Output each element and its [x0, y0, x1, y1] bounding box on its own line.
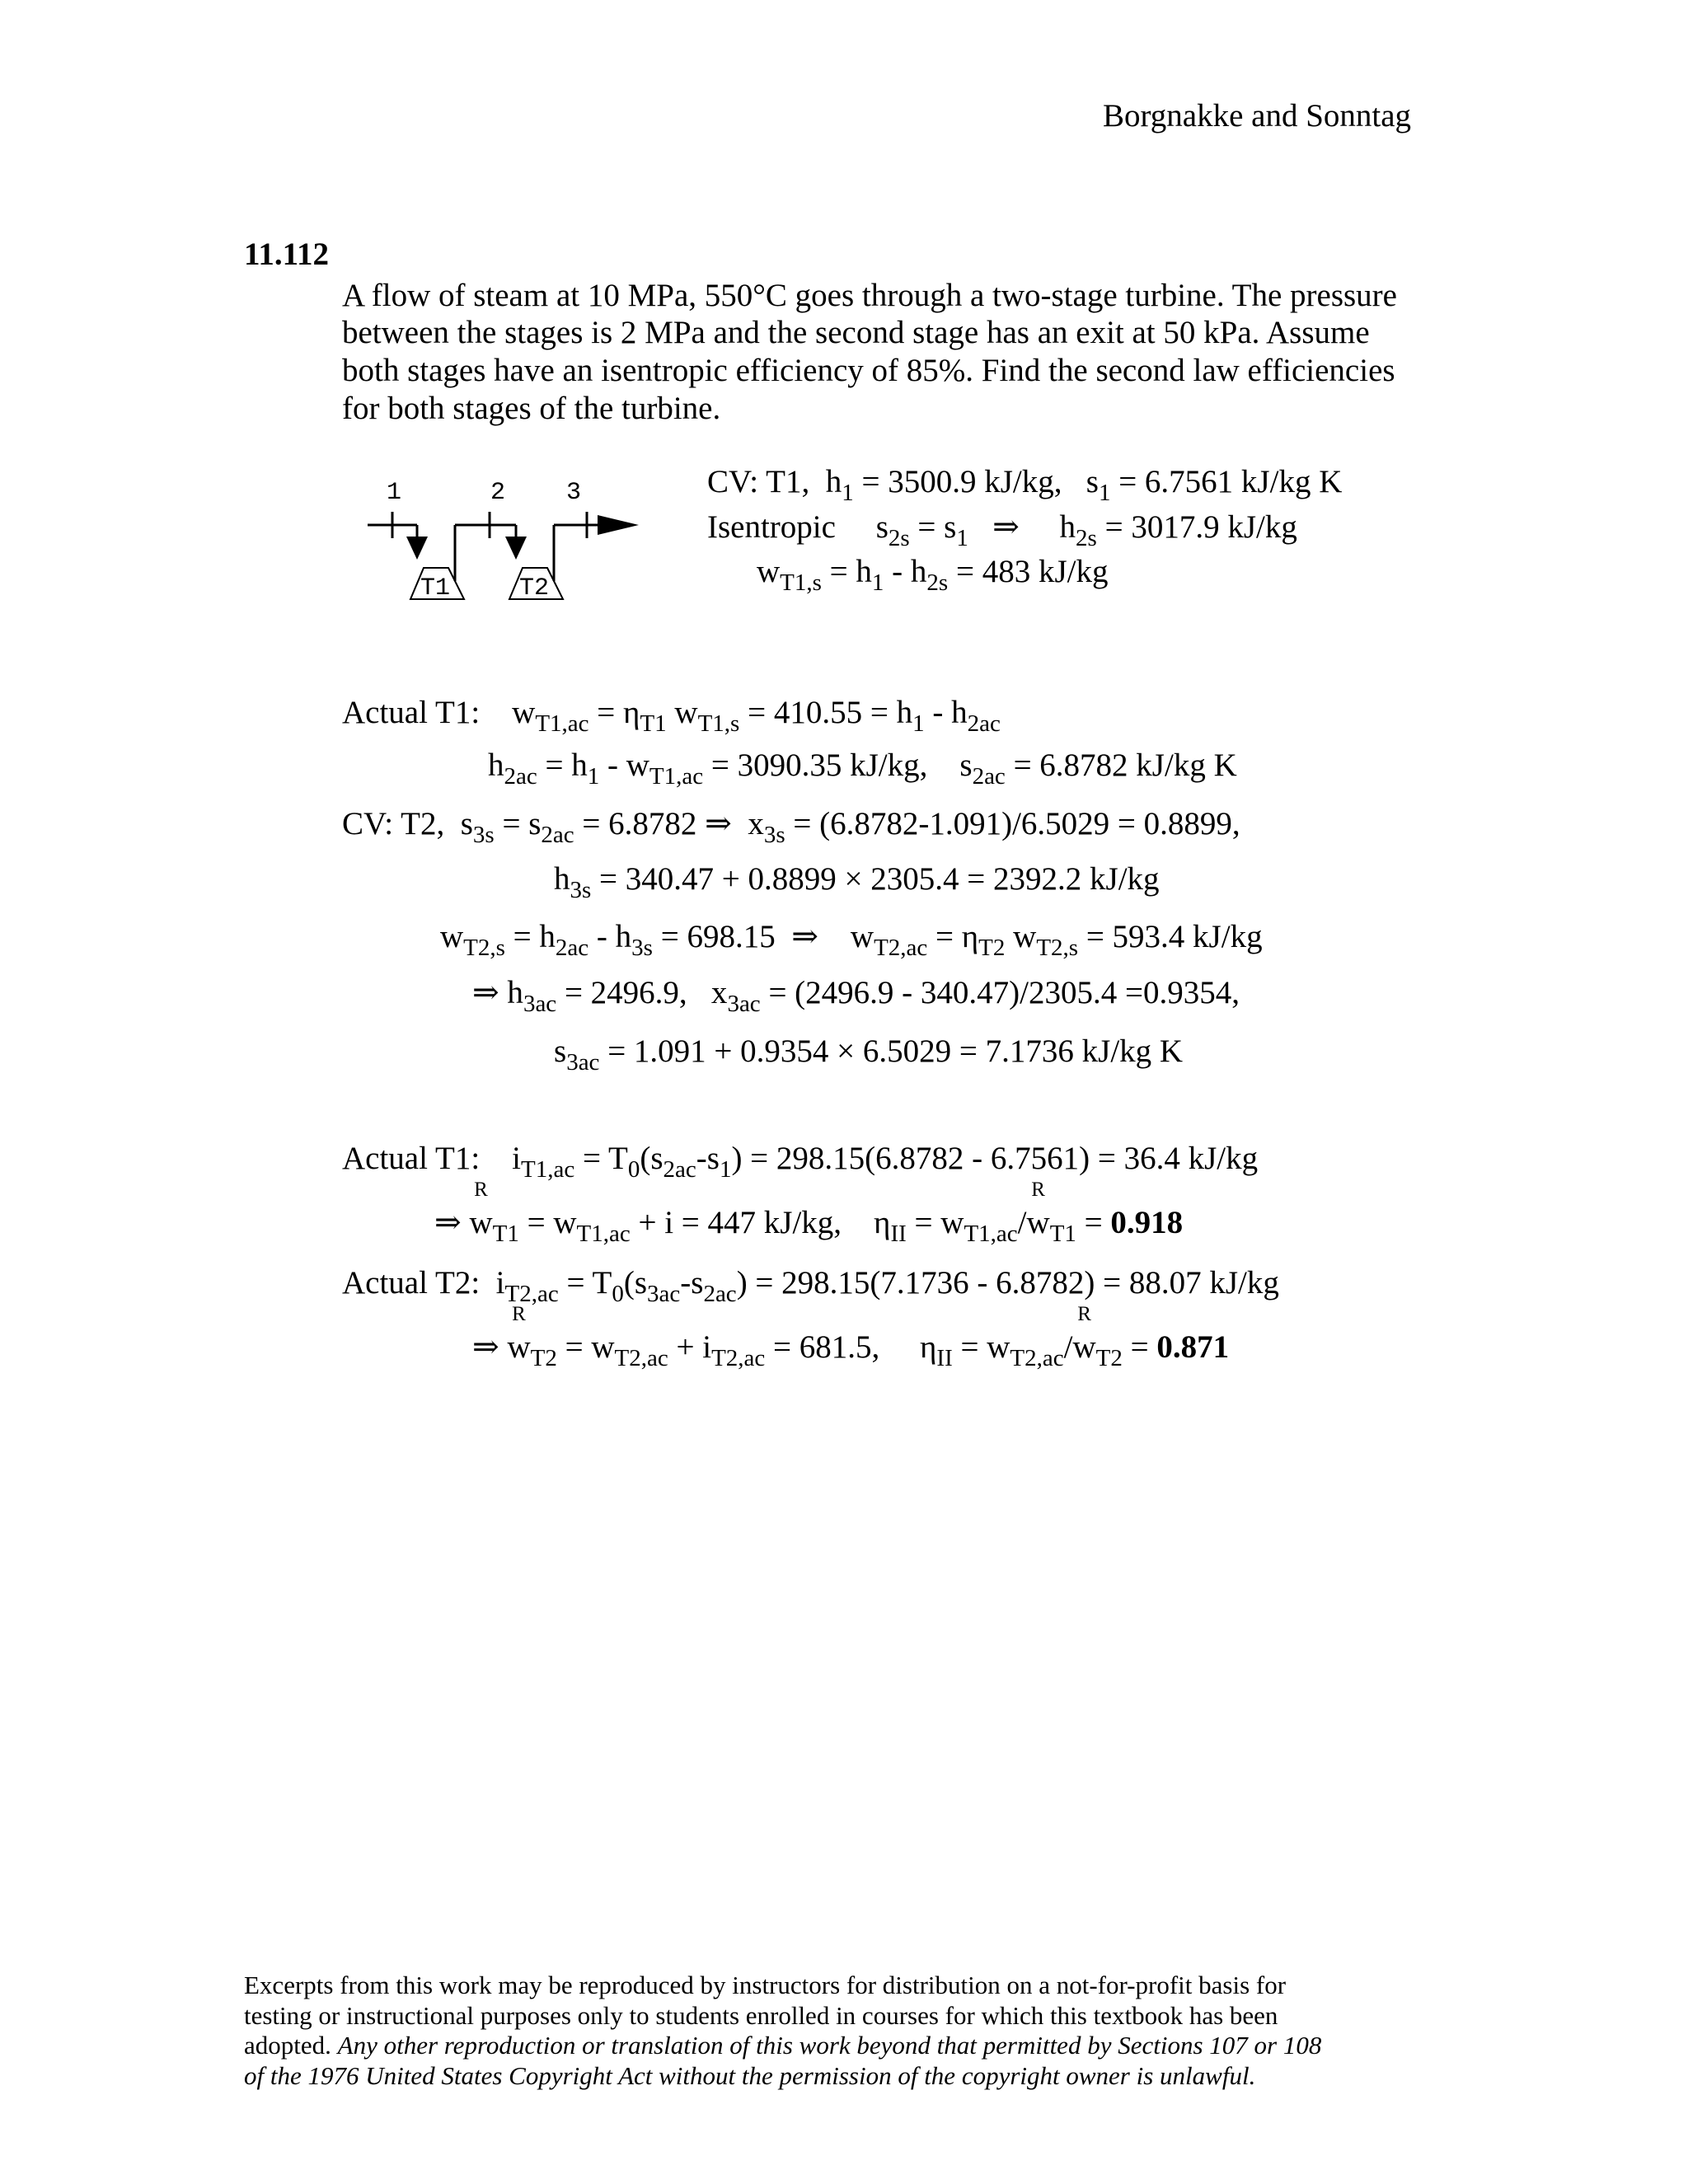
problem-number: 11.112 — [244, 237, 329, 272]
two-stage-turbine-diagram — [354, 466, 651, 614]
turbine-label-t2: T2 — [518, 574, 550, 602]
h3s-line: $h_{3s} = 340.47 + 0.8899 \times 2305.4 = 2392.2$ kJ/kg — [554, 861, 1160, 903]
state-label-1: 1 — [386, 479, 402, 507]
isentropic-line: Isentropic $s_{2s} = s_1$ ⇒ $h_{2s} = 3017.9$ kJ/kg — [707, 509, 1297, 551]
footer-line: testing or instructional purposes only to students enrolled in courses for which this textbook has been — [244, 2001, 1278, 2030]
actual-t1-line: Actual T1: $w_{T1,ac} = \eta_{T1}$ $w_{T1,s} = 410.55 = h_1 - h_{2ac}$ — [342, 695, 1001, 737]
footer-notice-italic: Any other reproduction or translation of this work beyond that permitted by Sections 107 or 108 — [337, 2031, 1322, 2060]
efficiency-t2-line: ⇒ w R $_{T2} = w_{T2,ac} + i_{T2,ac} = 681.5$, $\eta_{II} = w_{T2,ac}/w$ R $_{T2}$ = 0.871 — [472, 1303, 1230, 1371]
cv-t1-line: CV: T1, $h_1 = 3500.9$ kJ/kg, $s_1 = 6.7561$ kJ/kg K — [707, 464, 1343, 506]
footer-line: of the 1976 United States Copyright Act without the permission of the copyright owner is unlawful. — [244, 2061, 1256, 2090]
statement-line: A flow of steam at 10 MPa, 550°C goes through a two-stage turbine. The pressure — [342, 278, 1397, 313]
wt2-line: $w_{T2,s} = h_{2ac} - h_{3s} = 698.15$ ⇒ $w_{T2,ac} = \eta_{T2}$ $w_{T2,s} = 593.4$ kJ/kg — [440, 919, 1263, 961]
statement-line: between the stages is 2 MPa and the second stage has an exit at 50 kPa. Assume — [342, 315, 1370, 350]
footer-line: Excerpts from this work may be reproduced by instructors for distribution on a not-for-profit basis for — [244, 1971, 1287, 1999]
s3ac-line: $s_{3ac} = 1.091 + 0.9354 \times 6.5029 = 7.1736$ kJ/kg K — [554, 1033, 1184, 1076]
statement-line: for both stages of the turbine. — [342, 391, 721, 426]
footer-line — [244, 2030, 1321, 2061]
statement-line: both stages have an isentropic efficiency of 85%. Find the second law efficiencies — [342, 353, 1395, 388]
h3ac-line: ⇒ $h_{3ac} = 2496.9$, $x_{3ac} = (2496.9 - 340.47)/2305.4 =0.9354$, — [472, 975, 1240, 1017]
state-label-2: 2 — [490, 479, 506, 507]
page-header-author: Borgnakke and Sonntag — [1103, 98, 1412, 134]
irreversibility-t2-line: Actual T2: $i_{T2,ac} = T_0(s_{3ac}-s_{2ac}) = 298.15(7.1736 - 6.8782) = 88.07$ kJ/kg — [342, 1265, 1279, 1307]
h2ac-line: $h_{2ac} = h_1 - w_{T1,ac} = 3090.35$ kJ/kg, $s_{2ac} = 6.8782$ kJ/kg K — [488, 748, 1237, 790]
isentropic-work-line: $w_{T1,s} = h_1 - h_{2s} = 483$ kJ/kg — [757, 554, 1109, 596]
state-label-3: 3 — [565, 479, 582, 507]
efficiency-t1-line: ⇒ w R $_{T1} = w_{T1,ac} + i = 447$ kJ/kg, $\eta_{II} = w_{T1,ac}/w$ R $_{T1}$ = 0.918 — [434, 1179, 1184, 1247]
irreversibility-t1-line: Actual T1: $i_{T1,ac} = T_0(s_{2ac}-s_1) = 298.15(6.8782 - 6.7561) = 36.4$ kJ/kg — [342, 1141, 1259, 1183]
footer-adopted: adopted. — [244, 2031, 338, 2060]
turbine-label-t1: T1 — [420, 574, 451, 602]
efficiency-t1-result: 0.918 — [1110, 1205, 1184, 1240]
efficiency-t2-result: 0.871 — [1156, 1329, 1230, 1365]
cv-t2-line: CV: T2, $s_{3s} = s_{2ac} = 6.8782$ ⇒ $x_{3s} = (6.8782-1.091)/6.5029 = 0.8899$, — [342, 806, 1240, 848]
